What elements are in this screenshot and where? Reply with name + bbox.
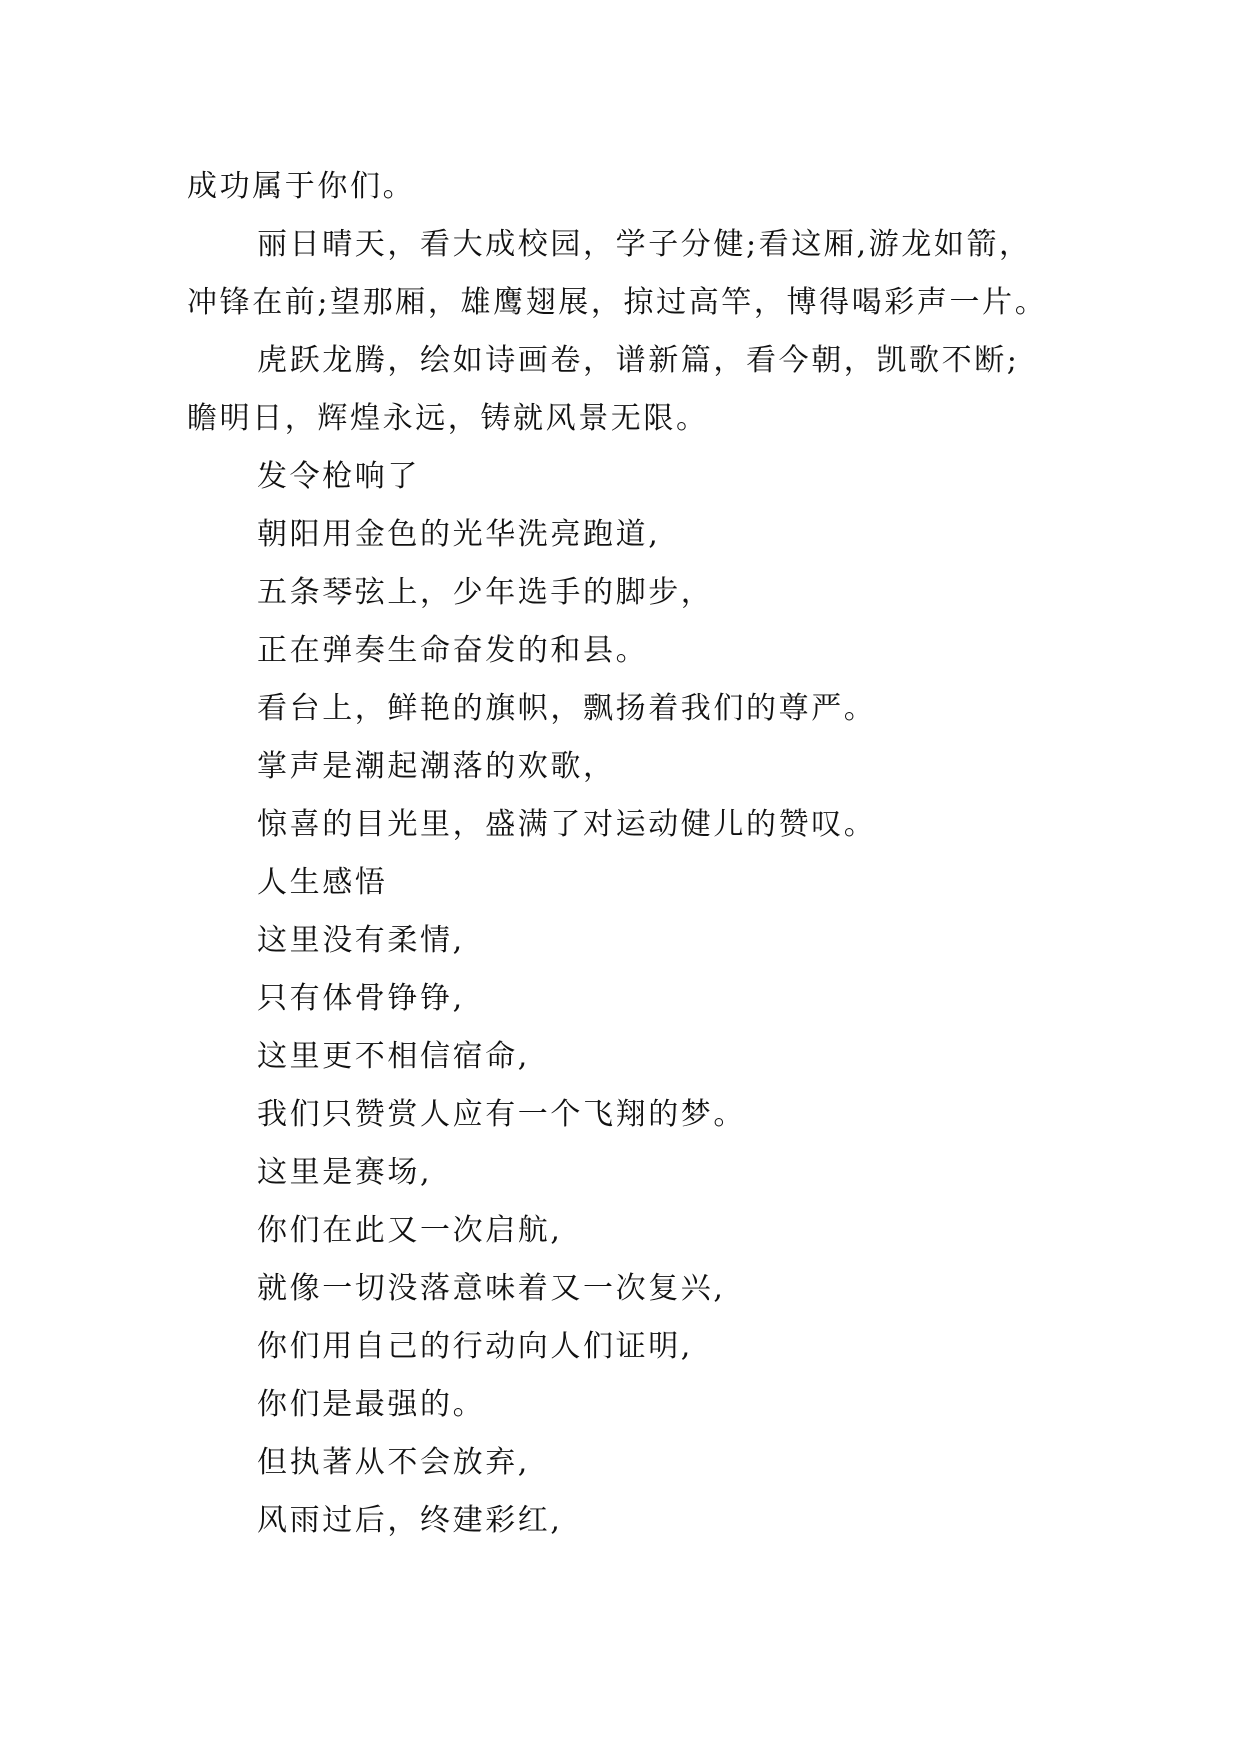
document-body bbox=[187, 158, 1067, 1550]
poem-line: 正在弹奏生命奋发的和县。 bbox=[257, 633, 649, 668]
poem-line: 你们用自己的行动向人们证明, bbox=[257, 1329, 693, 1364]
poem-line: 五条琴弦上，少年选手的脚步， bbox=[257, 575, 714, 610]
paragraph-line: 丽日晴天，看大成校园，学子分健;看这厢,游龙如箭， bbox=[257, 227, 1032, 262]
poem-line: 只有体骨铮铮, bbox=[257, 981, 465, 1016]
paragraph-line-continuation: 冲锋在前;望那厢，雄鹰翅展，掠过高竿，博得喝彩声一片。 bbox=[187, 285, 1048, 320]
poem-title: 人生感悟 bbox=[257, 865, 388, 900]
poem-line: 风雨过后，终建彩红, bbox=[257, 1503, 563, 1538]
poem-line: 这里是赛场, bbox=[257, 1155, 433, 1190]
poem-line: 惊喜的目光里，盛满了对运动健儿的赞叹。 bbox=[257, 807, 877, 842]
poem-line: 但执著从不会放弃, bbox=[257, 1445, 530, 1480]
poem-line: 你们在此又一次启航, bbox=[257, 1213, 563, 1248]
poem-line: 你们是最强的。 bbox=[257, 1387, 486, 1422]
poem-line: 就像一切没落意味着又一次复兴, bbox=[257, 1271, 726, 1306]
poem-line: 掌声是潮起潮落的欢歌， bbox=[257, 749, 616, 784]
text-line-continuation: 成功属于你们。 bbox=[187, 169, 416, 204]
poem-line: 这里更不相信宿命, bbox=[257, 1039, 530, 1074]
paragraph-line: 虎跃龙腾，绘如诗画卷，谱新篇，看今朝，凯歌不断; bbox=[257, 343, 1020, 378]
poem-title: 发令枪响了 bbox=[257, 459, 420, 494]
paragraph-line-continuation: 瞻明日，辉煌永远，铸就风景无限。 bbox=[187, 401, 709, 436]
poem-line: 这里没有柔情, bbox=[257, 923, 465, 958]
poem-line: 朝阳用金色的光华洗亮跑道, bbox=[257, 517, 661, 552]
poem-line: 看台上，鲜艳的旗帜，飘扬着我们的尊严。 bbox=[257, 691, 877, 726]
poem-line: 我们只赞赏人应有一个飞翔的梦。 bbox=[257, 1097, 746, 1132]
